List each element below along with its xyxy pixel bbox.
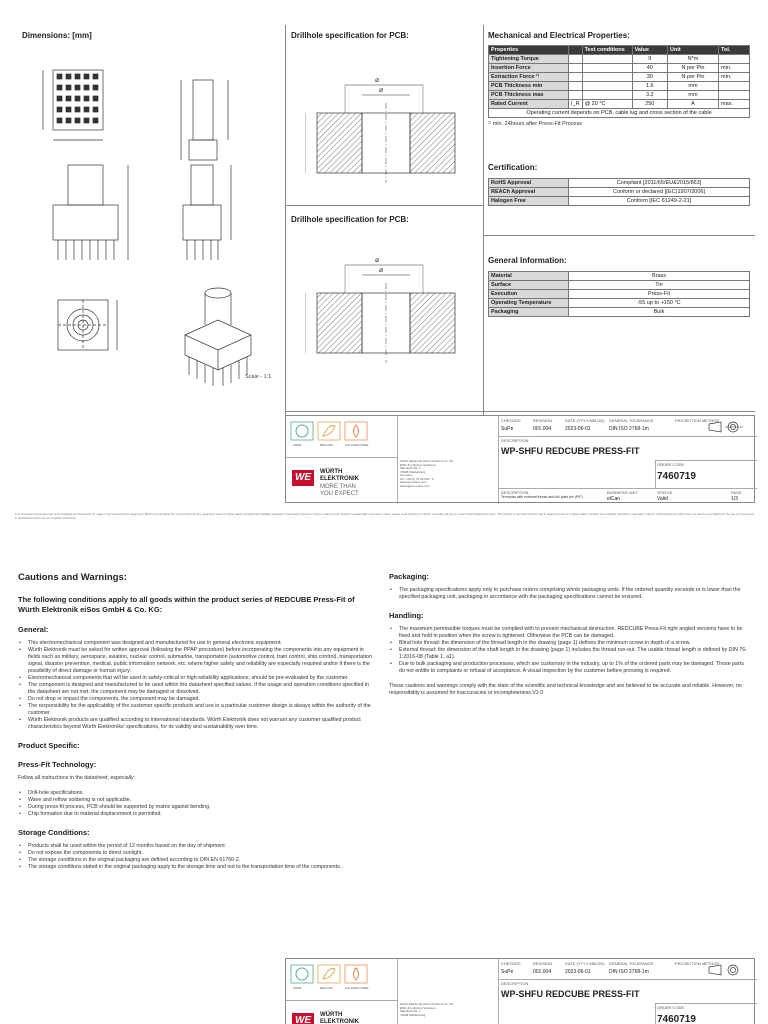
company-address: Würth Elektronik eiSos GmbH & Co. KG EMC & Inductive Solutions Max-Eyth-Str. 1 74638 Waldenburg Germany Tel. +49 (0) 79 42 945 - 0 www.we-online.com eiSos@we-online.com (400, 459, 454, 488)
phi-symbol-4: ⌀ (379, 267, 384, 274)
title-block: WAVE REFLOW HALOGEN FREE WE WÜRTH ELEKTRONIK MORE THAN YOU EXPECT Würth Elektronik eiSos GmbH & Co. KG EMC & Inductive Solutions Max-Eyth-Str. 1 74638 Waldenburg Germany Tel. +49 (0) 79 42 945 - 0 www.we-online.com eiSos@we-online.com CHECKED SuPe REVISION 001.004 DATE (YYYY-MM-DD) 2023-06-01 GENERAL TOLERANCE DIN ISO 2768-1m PROJECTION METHOD DESCRIPTION WP-SHFU REDCUBE PRESS-FIT ORDER CODE 7460719 DESCRIPTION Terminals with external thread and full plain pin (PIP) BUSINESS UNIT eiCan STATUS Valid PAGE 1/3 (285, 415, 755, 503)
scale-label: Scale - 1:1 (245, 374, 272, 380)
cautions-title: Cautions and Warnings: (18, 572, 127, 583)
svg-text:WAVE: WAVE (293, 443, 302, 447)
drillhole-drawing-1 (305, 73, 465, 193)
svg-text:HALOGEN FREE: HALOGEN FREE (345, 986, 369, 990)
cert-icons-2 (290, 964, 376, 992)
mech-table: Properties Test conditions Value Unit Tol. Tightening Torque 9 N*m Insertion Force 40 N per Pin min. Extraction Force ¹⁾ 30 N per Pin min. PCB Thickness min 1.6 mm PCB Thickness max 3.2 mm Rated Current I_R @ 20 °C 250 A max. Operating current depends on PCB, cable lug and cross section of the cable ¹⁾ min. 24hours after Press-Fit Process (488, 45, 750, 127)
general-table: Material Brass Surface Tin Execution Press-Fit Operating Temperature -55 up to +150 °C Packaging Bulk (488, 271, 750, 317)
phi-symbol-1: ⌀ (375, 77, 380, 84)
pressfit-heading: Press-Fit Technology: (18, 760, 97, 769)
handling-list: • The maximum permissible torques must be complied with to prevent mechanical destruction. REDCUBE Press-Fit right angled versions have to be fixed and hold in position when the screw is tightened. Otherwise the PCB can be damaged. • Blind hole thread: the dimension of the thread length in the drawing (page 1) defines the minimum screw-in depth of a screw. • External thread: the dimension of the shaft length in the drawing (page 1) includes the thread run-out. The usable thread length is defined by DIN 76-1:2016-08 (Table 1, a1). • Due to bulk packaging and production processes, which are customary in the industry, up to 1% of the ordered parts may be damaged. Those parts do not entitle to complaints or refusal of acceptance. A visual inspection by the customer before pressing is required. (389, 626, 751, 675)
product-heading: Product Specific: (18, 741, 80, 750)
svg-text:REFLOW: REFLOW (320, 443, 333, 447)
dimensions-title: Dimensions: [mm] (22, 31, 92, 40)
cert-icons (290, 421, 376, 449)
general-list: • This electromechanical component was designed and manufactured for use in general electronic equipment. • Würth Elektronik must be asked for written approval (following the PPAP procedure) before incorporating the components into any equipment in fields such as military, aerospace, aviation, nuclear control, submarine, transportation (automotive control, train control, ship control), transportation signal, disaster prevention, medical, public information network, etc. where higher safety and reliability are especially required and/or if there is the possibility of direct damage or human injury. • Electromechanical components that will be used in safety-critical or high-reliability applications, should be pre-evaluated by the customer. • The component is designed and manufactured to be used within the datasheet specified values. If the usage and operation conditions specified in the datasheet are not met, the component may be damaged or dissolved. • Do not drop or impact the components, the component may be damaged. • The responsibility for the applicability of the customer specific products and use in a particular customer design is always within the authority of the customer. • Würth Elektronik products are qualified according to international standards. Würth Elektronik does not warrant any customer qualified product characteristics beyond Würth Elektroniks' specifications, for its validity and sustainability over time. (18, 640, 374, 731)
disclaimer: This electronic component has been designed and developed for usage in general electronic equipment. Before incorporating the components into any equipment where a higher safety standard and reliability standard is especially required or where a failure of the product is reasonably expected to cause severe personal injury or death, we kindly ask you to contact Würth Elektronik eiSos. This product is not authorized for use in equipment where a higher safety standard and reliability standard is especially required. Würth Elektronik eiSos does not assume any liability for the use of components in applications which are not explicitly authorized. (15, 512, 755, 520)
cautions-subtitle: The following conditions apply to all goods within the product series of REDCUBE Press-Fit of Würth Elektronik eiSos GmbH & Co. KG: (18, 595, 355, 614)
svg-text:WAVE: WAVE (293, 986, 302, 990)
phi-symbol-3: ⌀ (375, 257, 380, 264)
packaging-list: • The packaging specifications apply only to purchase orders comprising whole packaging units. If the ordered quantity exceeds or is lower than the specified packaging unit, packaging in accordance with the packaging specifications cannot be ensured. (389, 587, 751, 601)
we-logo: WE (292, 470, 314, 486)
product-title: WP-SHFU REDCUBE PRESS-FIT (501, 446, 640, 456)
drillhole-title-1: Drillhole specification for PCB: (291, 31, 409, 40)
dimension-drawing (13, 45, 283, 405)
mech-title: Mechanical and Electrical Properties: (488, 31, 630, 40)
projection-icon (707, 420, 747, 434)
cautions-right (389, 572, 751, 697)
mech-footnote: ¹⁾ min. 24hours after Press-Fit Process (488, 121, 582, 127)
storage-heading: Storage Conditions: (18, 828, 90, 837)
cert-table: RoHS Approval Compliant [2011/65/EU&2015/863] REACh Approval Conform or declared [(EC)1907/2006] Halogen Free Conform [IEC 61249-2-21] (488, 178, 750, 206)
cautions-left: Cautions and Warnings: The following conditions apply to all goods within the product series of REDCUBE Press-Fit of Würth Elektronik eiSos GmbH & Co. KG: General: • This electromechanical component was designed and manufactured for use in general electronic equipment. • Würth Elektronik must be asked for written approval (following the PPAP procedure) before incorporating the components into any equipment in fields such as military, aerospace, aviation, nuclear control, submarine, transportation (automotive control, train control, ship control), transportation signal, disaster prevention, medical, public information network, etc. where higher safety and reliability are especially required and/or if there is the possibility of direct damage or human injury. • Electromechanical components that will be used in safety-critical or high-reliability applications, should be pre-evaluated by the customer. • The component is designed and manufactured to be used within the datasheet specified values. If the usage and operation conditions specified in the datasheet are not met, the component may be damaged or dissolved. • Do not drop or impact the components, the component may be damaged. • The responsibility for the applicability of the customer specific products and use in a particular customer design is always within the authority of the customer. • Würth Elektronik products are qualified according to international standards. Würth Elektronik does not warrant any customer qualified product characteristics beyond Würth Elektroniks' specifications, for its validity and sustainability over time. Product Specific: Press-Fit Technology: Follow all instructions in the datasheet, especially: • Drill-hole specifications. • Wave and reflow soldering is not applicable. • During press-fit process, PCB should be supported by matrix against bending. • Chip formation due to material displacement is permitted. Storage Conditions: • Products shall be used within the period of 12 months based on the day of shipment. • Do not expose the components to direct sunlight. • The storage conditions in the original packaging are defined according to DIN EN 61760-2. • The storage conditions stated in the original packaging apply to the storage time and not to the transportation time of the components. (18, 572, 374, 871)
general-title: General Information: (488, 256, 567, 265)
drillhole-drawing-2 (305, 253, 465, 373)
handling-heading: Handling: (389, 611, 424, 620)
sheet-1 (13, 25, 755, 520)
pressfit-list: • Drill-hole specifications. • Wave and reflow soldering is not applicable. • During press-fit process, PCB should be supported by matrix against bending. • Chip formation due to material displacement is permitted. (18, 790, 374, 818)
closing-text: These cautions and warnings comply with the state of the scientific and technical knowledge and are believed to be accurate and reliable. However, no responsibility is assumed for inaccuracies or incompleteness.V2.0 (389, 683, 742, 696)
phi-symbol-2: ⌀ (379, 87, 384, 94)
storage-list: • Products shall be used within the period of 12 months based on the day of shipment. • Do not expose the components to direct sunlight. • The storage conditions in the original packaging are defined according to DIN EN 61760-2. • The storage conditions stated in the original packaging apply to the storage time and not to the transportation time of the components. (18, 843, 374, 871)
packaging-heading: Packaging: (389, 572, 430, 581)
svg-text:HALOGEN FREE: HALOGEN FREE (345, 443, 369, 447)
drillhole-title-2: Drillhole specification for PCB: (291, 215, 409, 224)
general-heading: General: (18, 625, 49, 634)
svg-text:REFLOW: REFLOW (320, 986, 333, 990)
title-block-2: WAVE REFLOW HALOGEN FREE WE WÜRTH ELEKTRONIK Würth Elektronik eiSos GmbH & Co. KG EMC & Inductive Solutions Max-Eyth-Str. 1 74638 Waldenburg CHECKED SuPe REVISION 001.004 DATE (YYYY-MM-DD) 2023-06-01 GENERAL TOLERANCE DIN ISO 2768-1m PROJECTION METHOD DESCRIPTION WP-SHFU REDCUBE PRESS-FIT ORDER CODE 7460719 (285, 958, 755, 1024)
order-code: 7460719 (657, 471, 696, 482)
cert-title: Certification: (488, 163, 538, 172)
